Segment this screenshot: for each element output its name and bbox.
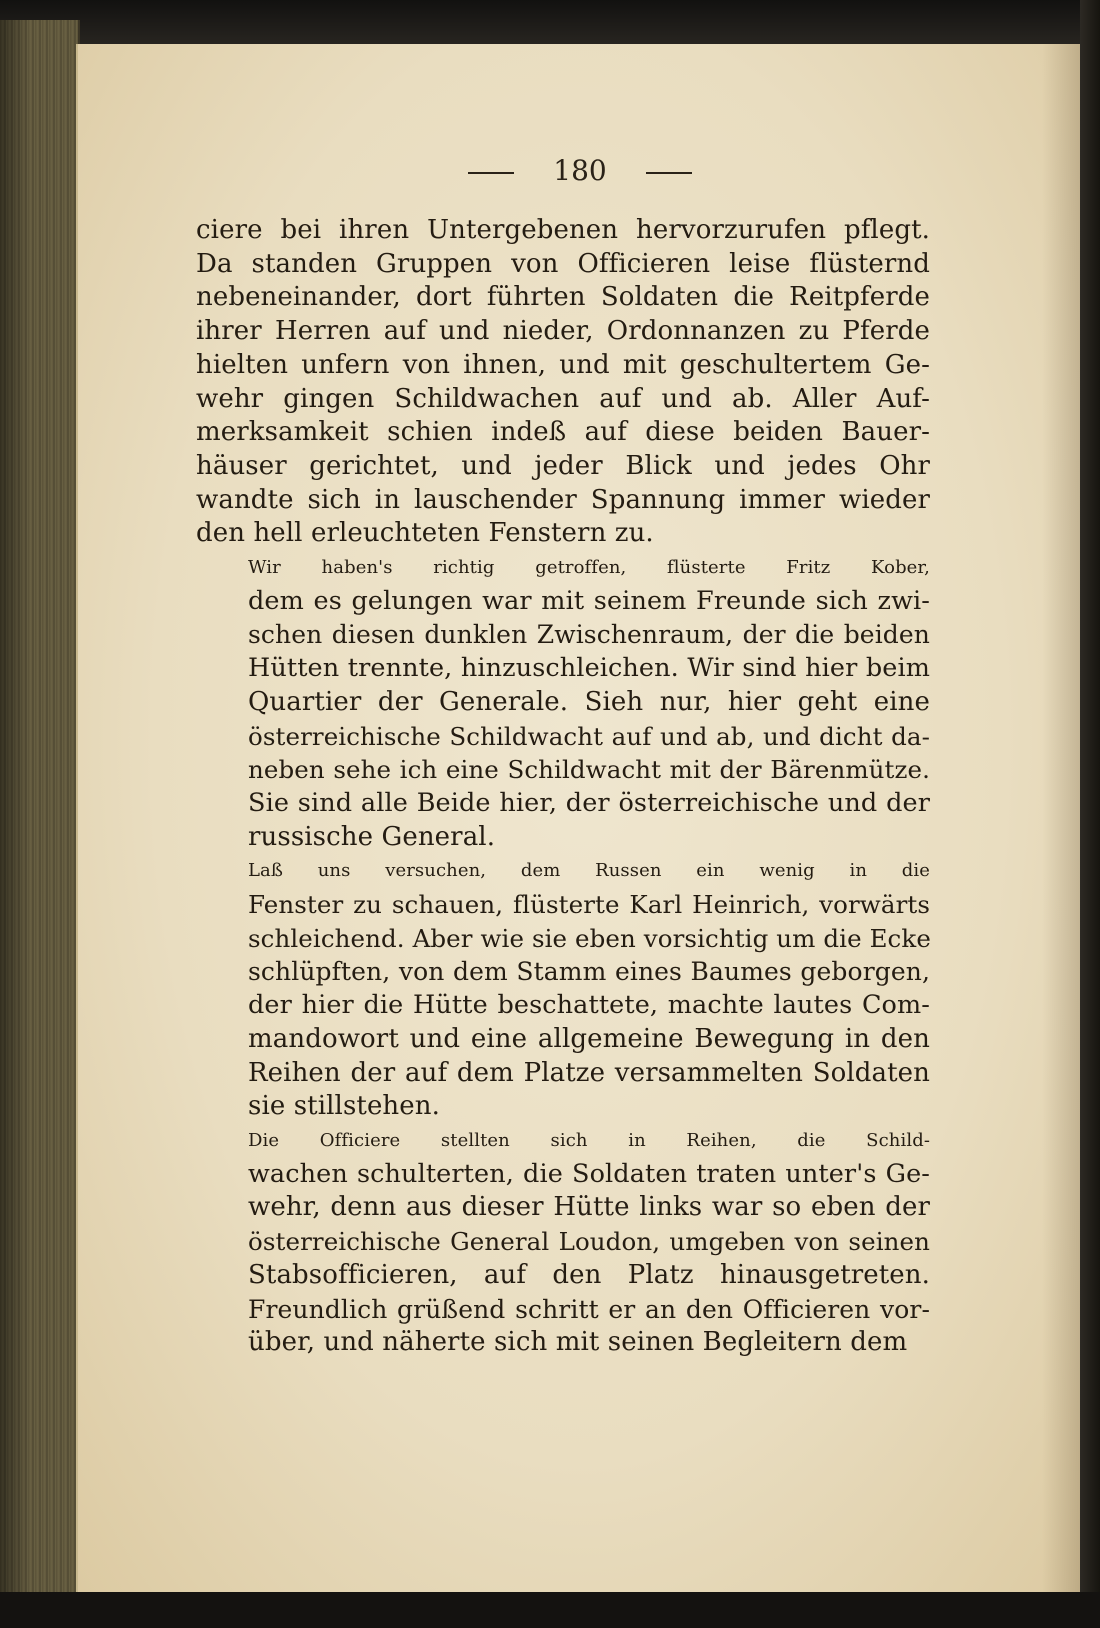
text-line: Hütten trennte, hinzuschleichen. Wir sind hier beim bbox=[248, 653, 930, 684]
text-line: Stabsofficieren, auf den Platz hinausgetreten. bbox=[248, 1259, 930, 1290]
text-line: Laß uns versuchen, dem Russen ein wenig in die bbox=[248, 860, 930, 882]
text-line: Da standen Gruppen von Officieren leise flüsternd bbox=[196, 248, 930, 279]
text-line: sie stillstehen. bbox=[248, 1091, 440, 1122]
text-line: Sie sind alle Beide hier, der österreichische und der bbox=[248, 787, 930, 818]
text-line: mandowort und eine allgemeine Bewegung in den bbox=[248, 1023, 930, 1054]
text-line: Freundlich grüßend schritt er an den Officieren vor- bbox=[248, 1294, 930, 1324]
page-number: 180 bbox=[553, 154, 607, 187]
header-dash-left bbox=[468, 172, 514, 174]
paragraph bbox=[196, 551, 930, 854]
text-line: Die Officiere stellten sich in Reihen, die Schild- bbox=[248, 1129, 930, 1151]
body-text bbox=[196, 214, 930, 1360]
paragraph bbox=[196, 1124, 930, 1360]
page-header bbox=[78, 154, 1082, 187]
text-line: ciere bei ihren Untergebenen hervorzurufen pflegt. bbox=[196, 215, 930, 245]
book-right-edge bbox=[1080, 0, 1100, 1628]
page-stack-shadow bbox=[0, 20, 30, 1608]
header-dash-right bbox=[646, 172, 692, 174]
text-line: Fenster zu schauen, flüsterte Karl Heinrich, vorwärts bbox=[248, 890, 930, 920]
text-line: merksamkeit schien indeß auf diese beiden Bauer- bbox=[196, 417, 930, 448]
paragraph bbox=[196, 854, 930, 1124]
text-line: nebeneinander, dort führten Soldaten die Reitpferde bbox=[196, 282, 930, 313]
text-line: wachen schulterten, die Soldaten traten unter's Ge- bbox=[248, 1158, 930, 1189]
text-line: wehr gingen Schildwachen auf und ab. Aller Auf- bbox=[196, 383, 930, 414]
text-line: neben sehe ich eine Schildwacht mit der Bärenmütze. bbox=[248, 755, 930, 785]
text-line: der hier die Hütte beschattete, machte lautes Com- bbox=[248, 990, 930, 1021]
text-line: russische General. bbox=[248, 821, 496, 852]
text-line: österreichische Schildwacht auf und ab, und dicht da- bbox=[248, 721, 930, 751]
text-line: Wir haben's richtig getroffen, flüsterte Fritz Kober, bbox=[248, 557, 930, 579]
text-line: schleichend. Aber wie sie eben vorsichtig um die Ecke bbox=[248, 923, 931, 953]
text-line: dem es gelungen war mit seinem Freunde sich zwi- bbox=[248, 585, 930, 616]
text-line: schlüpften, von dem Stamm eines Baumes geborgen, bbox=[248, 957, 930, 987]
book-top-edge bbox=[0, 0, 1100, 50]
text-line: häuser gerichtet, und jeder Blick und jedes Ohr bbox=[196, 450, 930, 481]
book-bottom-edge bbox=[0, 1592, 1100, 1628]
text-line: hielten unfern von ihnen, und mit geschultertem Ge- bbox=[196, 349, 930, 380]
text-line: über, und näherte sich mit seinen Begleitern dem bbox=[248, 1327, 908, 1358]
text-line: den hell erleuchteten Fenstern zu. bbox=[196, 518, 654, 549]
text-line: österreichische General Loudon, umgeben von seinen bbox=[248, 1227, 930, 1257]
text-line: Quartier der Generale. Sieh nur, hier geht eine bbox=[248, 686, 930, 717]
text-line: wandte sich in lauschender Spannung immer wieder bbox=[196, 484, 930, 515]
text-line: wehr, denn aus dieser Hütte links war so eben der bbox=[248, 1192, 930, 1223]
text-line: ihrer Herren auf und nieder, Ordonnanzen zu Pferde bbox=[196, 316, 930, 347]
text-line: Reihen der auf dem Platze versammelten Soldaten bbox=[248, 1057, 930, 1088]
paragraph bbox=[196, 214, 930, 551]
text-line: schen diesen dunklen Zwischenraum, der die beiden bbox=[248, 620, 930, 650]
